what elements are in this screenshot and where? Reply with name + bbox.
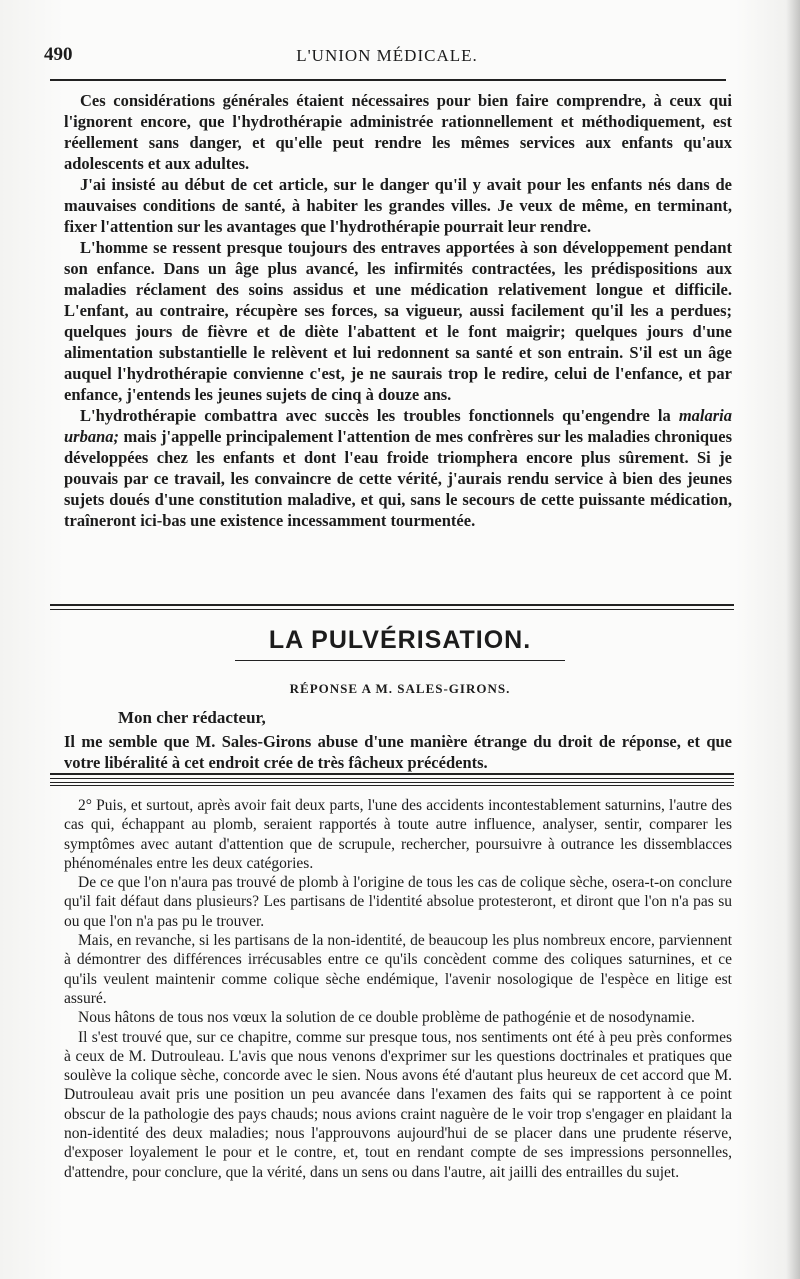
paragraph: De ce que l'on n'aura pas trouvé de plomb à l'origine de tous les cas de colique sèche, osera-t-on conclure qu'il fait défaut dans plusieurs? Les partisans de l'identité absolue protesteront, et diront que l'on n'a pas su ou que l'on n'a pas pu le trouver. xyxy=(64,874,732,930)
paragraph: Ces considérations générales étaient nécessaires pour bien faire comprendre, à ceux qui l'ignorent encore, que l'hydrothérapie administrée rationnellement et méthodiquement, est réellement sans danger, et qu'elle peut rendre les mêmes services aux enfants qu'aux adolescents et aux adultes. xyxy=(64,91,732,173)
italic-term: malaria urbana; xyxy=(64,406,732,446)
page-header xyxy=(44,44,730,74)
section-title: LA PULVÉRISATION. xyxy=(268,626,532,654)
paragraph: Il me semble que M. Sales-Girons abuse d'une manière étrange du droit de réponse, et que votre libéralité à cet endroit crée de très fâcheux précédents. xyxy=(64,732,732,772)
paragraph: Mais, en revanche, si les partisans de la non-identité, de beaucoup les plus nombreux encore, parviennent à démontrer des différences irrécusables entre ce qu'ils concèdent comme des coliques saturnines, et ce qu'ils veulent maintenir comme colique sèche endémique, l'avenir nosologique de l'espèce en litige est assuré. xyxy=(64,932,732,1007)
paragraph-lead: L'hydrothérapie combattra avec succès les troubles fonctionnels qu'engendre la xyxy=(80,406,671,425)
section-divider xyxy=(50,773,734,779)
letter-lead xyxy=(64,731,732,773)
title-underline xyxy=(235,660,565,661)
article-conclusion xyxy=(64,90,732,531)
salutation: Mon cher rédacteur, xyxy=(118,708,266,727)
paragraph: J'ai insisté au début de cet article, sur le danger qu'il y avait pour les enfants nés dans de mauvaises conditions de santé, à habiter les grandes villes. Je veux de même, en terminant, fixer l'attention sur les avantages que l'hydrothérapie pourrait leur rendre. xyxy=(64,175,732,236)
running-title: L'UNION MÉDICALE. xyxy=(296,46,478,65)
section-divider xyxy=(50,782,734,786)
section-divider xyxy=(50,604,734,610)
scan-shadow-edge xyxy=(786,0,800,1279)
paragraph: Nous hâtons de tous nos vœux la solution de ce double problème de pathogénie et de nosodynamie. xyxy=(78,1009,695,1027)
section-subtitle: RÉPONSE A M. SALES-GIRONS. xyxy=(289,681,511,696)
paragraph: L'homme se ressent presque toujours des entraves apportées à son développement pendant son enfance. Dans un âge plus avancé, les infirmités contractées, les prédispositions aux maladies réclament des soins assidus et une médication relativement longue et difficile. L'enfant, au contraire, récupère ses forces, sa vigueur, aussi facilement qu'il les a perdues; quelques jours de fièvre et de diète l'abattent et le font maigrir; quelques jours d'une alimentation substantielle le relèvent et lui redonnent sa santé et son entrain. S'il est un âge auquel l'hydrothérapie convienne c'est, je ne saurais trop le redire, celui de l'enfance, et par enfance, j'entends les jeunes sujets de cinq à douze ans. xyxy=(64,238,732,404)
paragraph: Il s'est trouvé que, sur ce chapitre, comme sur presque tous, nos sentiments ont été à peu près conformes à ceux de M. Dutrouleau. L'avis que nous venons d'exprimer sur les questions doctrinales et pratiques que soulève la colique sèche, concorde avec le sien. Nous avons été d'autant plus heureux de cet accord que M. Dutrouleau avait pris une position un peu avancée dans l'examen des faits qui se rapportent à ce point obscur de la pathologie des pays chauds; nous avions craint naguère de le voir trop s'engager en plaidant la non-identité des deux maladies; nous l'approuvons aujourd'hui de se placer dans une prudente réserve, d'exposer loyalement le pour et le contre, et, tout en rendant compte de ses impressions personnelles, d'attendre, pour conclure, que la vérité, dans un sens ou dans l'autre, ait jailli des entrailles du sujet. xyxy=(64,1028,732,1181)
header-rule xyxy=(50,79,726,81)
feuilleton-continuation xyxy=(64,796,732,1182)
paragraph: 2° Puis, et surtout, après avoir fait deux parts, l'une des accidents incontestablement saturnins, l'autre des cas qui, échappant au plomb, seraient rapportés à toute autre influence, analyser, sentir, comparer les symptômes avec autant d'attention que de scrupule, rechercher, poursuivre à outrance les dissemblacces phénoménales entre les deux catégories. xyxy=(64,797,732,872)
paragraph-rest: mais j'appelle principalement l'attention de mes confrères sur les maladies chroniques développées chez les enfants et dont l'eau froide triomphera encore plus sûrement. Si je pouvais par ce travail, les convaincre de cette vérité, j'aurais rendu service à bien des jeunes sujets doués d'une constitution maladive, et qui, sans le secours de cette puissante médication, traîneront ici-bas une existence incessamment tourmentée. xyxy=(64,427,732,530)
paragraph xyxy=(64,405,732,531)
page-number: 490 xyxy=(44,44,73,65)
